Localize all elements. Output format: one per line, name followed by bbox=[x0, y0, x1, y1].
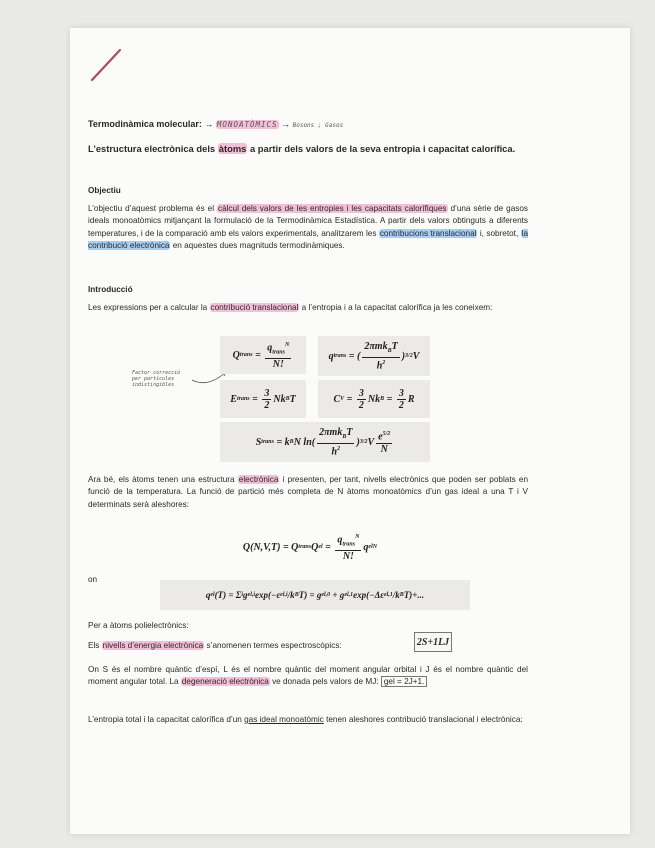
subtitle: L’estructura electrònica dels àtoms a partir dels valors de la seva entropia i capacitat calorífica. bbox=[88, 143, 516, 154]
per-a-text: Per a àtoms polielectrònics: bbox=[88, 621, 189, 630]
tag-monoatomics: MONOATÒMICS bbox=[216, 120, 278, 129]
boxed-degeneracy: gel = 2J+1. bbox=[381, 676, 428, 687]
highlight-degeneracio: degeneració electrònica bbox=[181, 677, 269, 687]
paragraph-entropia-total: L’entropia total i la capacitat calorífica d’un gas ideal monoatòmic tenen aleshores contribució translacional i electrònica: bbox=[88, 715, 523, 724]
highlight-electronica: la contribució electrònica bbox=[88, 228, 528, 251]
equation-e-trans: E trans = $\frac{3}{2}$ Nk B T bbox=[220, 380, 306, 418]
highlight-calcul: càlcul dels valors de les entropies i les capacitats calorífiques bbox=[217, 204, 447, 213]
highlight-translacional: contribucions translacional bbox=[379, 228, 477, 238]
label-on: on bbox=[88, 575, 98, 584]
term-symbol-box bbox=[414, 632, 452, 652]
paragraph-electronica: Ara bé, els àtoms tenen una estructura electrònica i presenten, per tant, nivells electrònics que poden ser poblats en funció de la temperatura. La funció de partició més completa de N àtoms monoatòmics d’un gas ideal a una T i V determinats serà aleshores: bbox=[88, 475, 529, 509]
side-note: Factor correcció per partícules indistingibles bbox=[132, 370, 181, 388]
arrow-icon: → bbox=[281, 119, 291, 129]
highlight-nivells: nivells d’energia electrònica bbox=[102, 641, 204, 650]
page-title: Termodinàmica molecular: bbox=[88, 119, 202, 129]
highlight-electronica-2: electrònica bbox=[238, 475, 279, 484]
arrow-icon: → bbox=[204, 119, 214, 129]
objectiu-paragraph: L’objectiu d’aquest problema és el càlcul dels valors de les entropies i les capacitats calorífiques d’una sèrie de gasos ideals monoatòmics mitjançant la formulació de la Termodinàmica Estadística. A partir dels valors obtinguts a diferents temperatures, i de la comparació amb els valors experimentals, analitzarem les contribucions translacional i, sobretot, la contribució electrònica en aquestes dues magnituds termodinàmiques. bbox=[88, 204, 529, 251]
nivells-paragraph: Els nivells d’energia electrònica s’anomenen termes espectroscòpics: bbox=[88, 641, 342, 650]
underline-gas-ideal: gas ideal monoatòmic bbox=[244, 715, 324, 724]
equation-q-trans-molecular: q trans = ( $\frac{2\pi mk_BT}{h^2}$ ) 3/2 V bbox=[318, 336, 430, 376]
handwritten-note: Bosons ; Gasos bbox=[292, 122, 344, 129]
pen-mark bbox=[88, 44, 128, 84]
heading-introduccio: Introducció bbox=[88, 285, 133, 294]
equation-cv: C V = $\frac{3}{2}$ Nk B = $\frac{3}{2}$ R bbox=[318, 380, 430, 418]
highlight-contribucio-translacional: contribució translacional bbox=[210, 303, 299, 312]
paragraph-quantum-numbers: On S és el nombre quàntic d’espí, L és el nombre quàntic del moment angular orbital i J és el nombre quàntic del moment angular total. La degeneració electrònica ve donada pels valors de MJ: gel = 2J+1. bbox=[88, 665, 528, 687]
equation-q-trans: Q trans = $\frac{q_{trans}^N}{N!}$ bbox=[220, 336, 306, 374]
introduccio-paragraph: Les expressions per a calcular la contribució translacional a l’entropia i a la capacitat calorífica ja les coneixem: bbox=[88, 303, 493, 312]
equation-s-trans: S trans = k B N ln( $\frac{2\pi mk_BT}{h^2}$ ) 3/2 V $\frac{e^{5/2}}{N}$ bbox=[220, 422, 430, 462]
heading-objectiu: Objectiu bbox=[88, 186, 121, 195]
equation-partition-total: Q(N,V,T) = Q trans Q el = $\frac{q_{trans}^N}{N!}$ q el N bbox=[242, 533, 378, 563]
header-line bbox=[88, 118, 558, 132]
term-symbol: 2S+1LJ bbox=[416, 636, 450, 648]
highlight-atoms: àtoms bbox=[218, 143, 247, 154]
equation-q-el: q el (T) = Σ i g el,i exp(−ε el,i /k B T) = g el,0 + g el,1 exp(−Δε el,1 /k B T)+... bbox=[160, 580, 470, 610]
